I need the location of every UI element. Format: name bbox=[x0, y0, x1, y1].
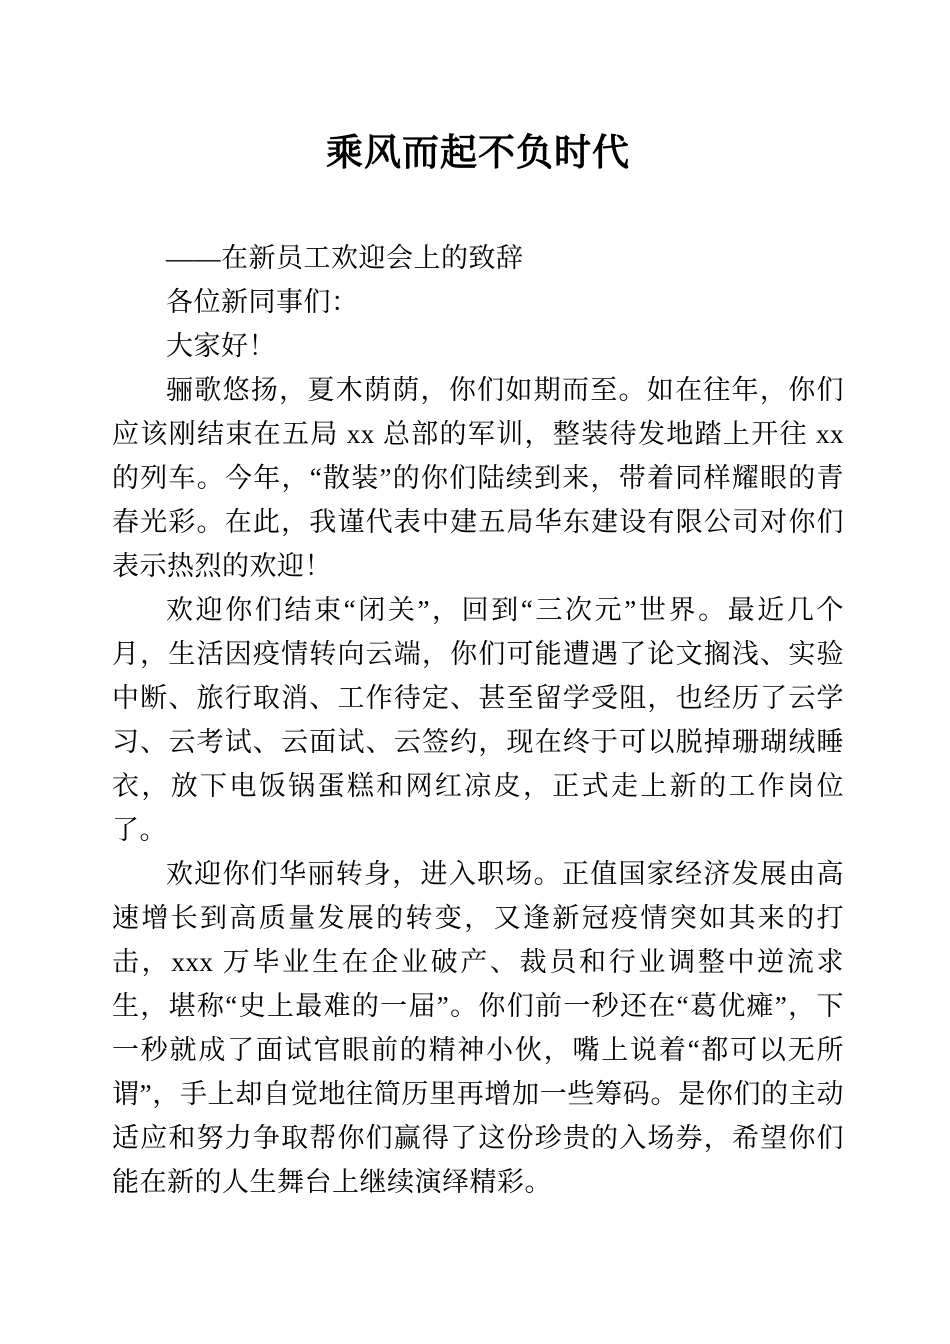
paragraph-1: 骊歌悠扬，夏木荫荫，你们如期而至。如在往年，你们应该刚结束在五局 xx 总部的军训，整装待发地踏上开往 xx 的列车。今年，“散装”的你们陆续到来，带着同样耀眼的青春光彩。在此，我谨代表中建五局华东建设有限公司对你们表示热烈的欢迎！ bbox=[112, 375, 844, 581]
paragraph-3: 欢迎你们华丽转身，进入职场。正值国家经济发展由高速增长到高质量发展的转变，又逢新冠疫情突如其来的打击，xxx 万毕业生在企业破产、裁员和行业调整中逆流求生，堪称“史上最难的一届”。你们前一秒还在“葛优瘫”，下一秒就成了面试官眼前的精神小伙，嘴上说着“都可以无所谓”，手上却自觉地往简历里再增加一些筹码。是你们的主动适应和努力争取帮你们赢得了这份珍贵的入场券，希望你们能在新的人生舞台上继续演绎精彩。 bbox=[112, 859, 844, 1197]
paragraph-2: 欢迎你们结束“闭关”，回到“三次元”世界。最近几个月，生活因疫情转向云端，你们可能遭遇了论文搁浅、实验中断、旅行取消、工作待定、甚至留学受阻，也经历了云学习、云考试、云面试、云签约，现在终于可以脱掉珊瑚绒睡衣，放下电饭锅蛋糕和网红凉皮，正式走上新的工作岗位了。 bbox=[112, 595, 844, 845]
greeting-line: 大家好！ bbox=[166, 331, 276, 361]
subtitle-line: ——在新员工欢迎会上的致辞 bbox=[166, 243, 524, 273]
document-title: 乘风而起不负时代 bbox=[326, 133, 630, 174]
salutation-line: 各位新同事们： bbox=[166, 287, 359, 317]
